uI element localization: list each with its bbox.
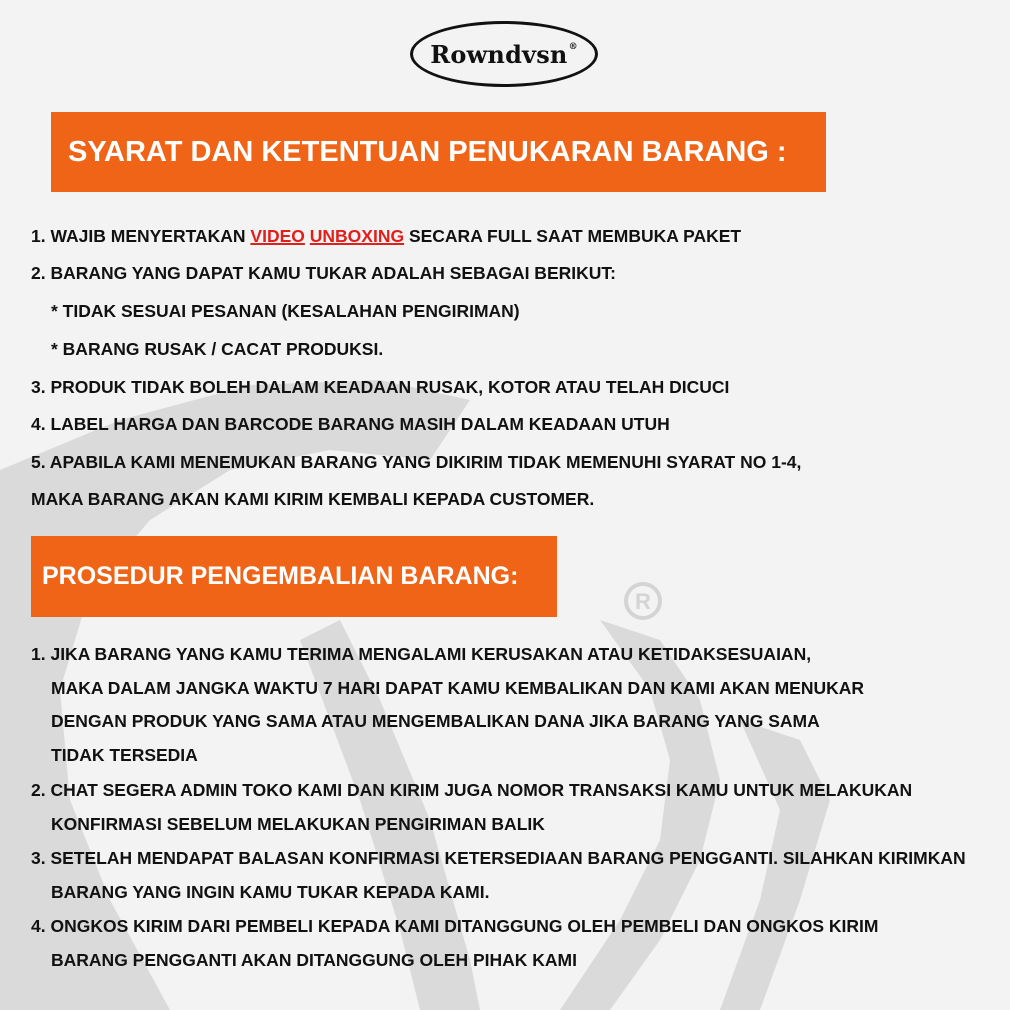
terms-item-2-sub-2: * BARANG RUSAK / CACAT PRODUKSI.: [51, 339, 384, 359]
procedure-item-1-line-4: TIDAK TERSEDIA: [51, 745, 198, 765]
procedure-item-4-line-2: BARANG PENGGANTI AKAN DITANGGUNG OLEH PIHAK KAMI: [51, 950, 577, 970]
procedure-title: PROSEDUR PENGEMBALIAN BARANG:: [42, 562, 519, 590]
terms-title: SYARAT DAN KETENTUAN PENUKARAN BARANG :: [68, 135, 787, 168]
registered-mark: ®: [568, 41, 578, 52]
brand-logo-text: [430, 40, 578, 69]
terms-title-banner: [51, 112, 826, 192]
terms-item-1-prefix: 1. WAJIB MENYERTAKAN: [31, 226, 251, 246]
brand-name: Rowndvsn: [430, 39, 568, 69]
highlight-video: VIDEO: [250, 226, 305, 246]
watermark-registered-letter: R: [635, 589, 651, 614]
terms-item-4: 4. LABEL HARGA DAN BARCODE BARANG MASIH DALAM KEADAAN UTUH: [31, 414, 670, 434]
terms-item-2-sub-1: * TIDAK SESUAI PESANAN (KESALAHAN PENGIRIMAN): [51, 301, 520, 321]
terms-item-5-line-1: 5. APABILA KAMI MENEMUKAN BARANG YANG DIKIRIM TIDAK MEMENUHI SYARAT NO 1-4,: [31, 452, 802, 472]
procedure-item-2-line-1: 2. CHAT SEGERA ADMIN TOKO KAMI DAN KIRIM JUGA NOMOR TRANSAKSI KAMU UNTUK MELAKUKAN: [31, 780, 913, 800]
procedure-item-3-line-1: 3. SETELAH MENDAPAT BALASAN KONFIRMASI KETERSEDIAAN BARANG PENGGANTI. SILAHKAN KIRIMKAN: [31, 848, 966, 868]
procedure-item-1-line-3: DENGAN PRODUK YANG SAMA ATAU MENGEMBALIKAN DANA JIKA BARANG YANG SAMA: [51, 711, 820, 731]
terms-item-1: [31, 226, 741, 246]
terms-item-2: 2. BARANG YANG DAPAT KAMU TUKAR ADALAH SEBAGAI BERIKUT:: [31, 263, 616, 283]
terms-item-3: 3. PRODUK TIDAK BOLEH DALAM KEADAAN RUSAK, KOTOR ATAU TELAH DICUCI: [31, 377, 730, 397]
procedure-item-1-line-1: 1. JIKA BARANG YANG KAMU TERIMA MENGALAMI KERUSAKAN ATAU KETIDAKSESUAIAN,: [31, 644, 812, 664]
procedure-item-2-line-2: KONFIRMASI SEBELUM MELAKUKAN PENGIRIMAN BALIK: [51, 814, 545, 834]
terms-item-5-line-2: MAKA BARANG AKAN KAMI KIRIM KEMBALI KEPADA CUSTOMER.: [31, 489, 595, 509]
procedure-title-banner: [31, 536, 557, 617]
highlight-unboxing: UNBOXING: [309, 226, 405, 246]
procedure-item-3-line-2: BARANG YANG INGIN KAMU TUKAR KEPADA KAMI.: [51, 882, 490, 902]
procedure-item-1-line-2: MAKA DALAM JANGKA WAKTU 7 HARI DAPAT KAMU KEMBALIKAN DAN KAMI AKAN MENUKAR: [51, 678, 865, 698]
terms-item-1-suffix: SECARA FULL SAAT MEMBUKA PAKET: [404, 226, 742, 246]
brand-logo: [410, 21, 598, 87]
procedure-item-4-line-1: 4. ONGKOS KIRIM DARI PEMBELI KEPADA KAMI DITANGGUNG OLEH PEMBELI DAN ONGKOS KIRIM: [31, 916, 879, 936]
